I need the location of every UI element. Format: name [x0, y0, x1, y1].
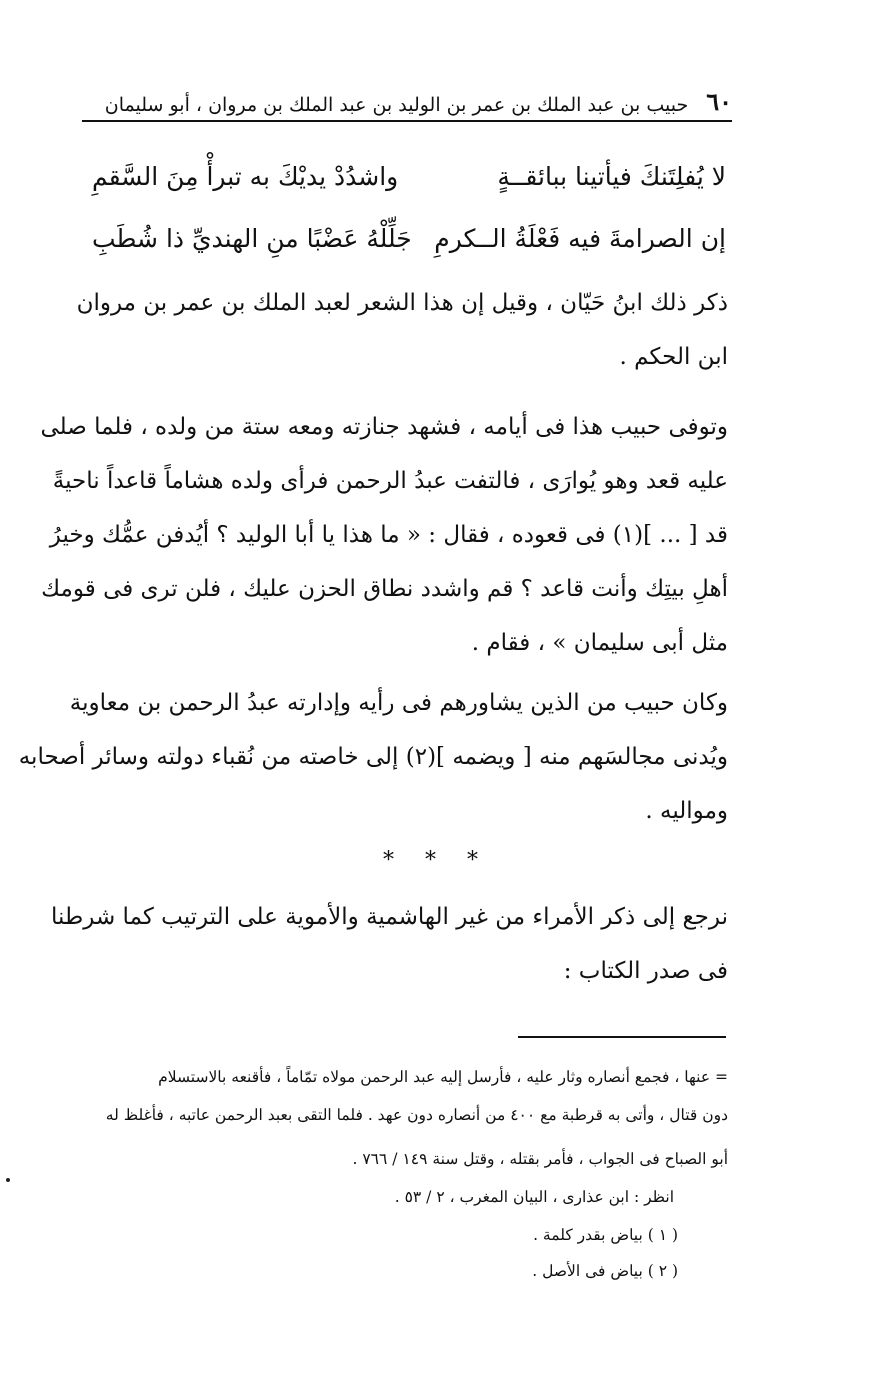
- paragraph: [40, 400, 728, 670]
- text-line: ويُدنى مجالسَهم منه [ ويضمه ](٢) إلى خاصته من نُقباء دولته وسائر أصحابه: [18, 744, 728, 770]
- verse-first-hemistich: لا يُفلِتَنكَ فيأتينا ببائقــةٍ: [497, 162, 726, 191]
- paragraph: [72, 276, 728, 384]
- text-line: ذكر ذلك ابنُ حَيّان ، وقيل إن هذا الشعر لعبد الملك بن عمر بن مروان: [76, 290, 728, 316]
- verse-first-hemistich: إن الصرامةَ فيه فَعْلَةُ الــكرمِ: [434, 224, 726, 253]
- page-number: ٦٠: [706, 87, 732, 116]
- footnote-line: انظر : ابن عذارى ، البيان المغرب ، ٢ / ٥٣ .: [394, 1188, 674, 1206]
- text-line: فى صدر الكتاب :: [563, 958, 728, 984]
- section-separator: * * *: [383, 848, 490, 873]
- text-line: نرجع إلى ذكر الأمراء من غير الهاشمية والأموية على الترتيب كما شرطنا: [51, 904, 728, 930]
- text-line: وكان حبيب من الذين يشاورهم فى رأيه وإدارته عبدُ الرحمن بن معاوية: [69, 690, 728, 716]
- footnote-line: = عنها ، فجمع أنصاره وثار عليه ، فأرسل إليه عبد الرحمن مولاه تمّاماً ، فأقنعه بالاستسلام: [158, 1068, 728, 1086]
- page-header: [82, 86, 732, 122]
- text-line: قد [ ... ](١) فى قعوده ، فقال : « ما هذا يا أبا الوليد ؟ أيُدفن عمُّك وخيرُ: [49, 522, 728, 548]
- text-line: أهلِ بيتِك وأنت قاعد ؟ قم واشدد نطاق الحزن عليك ، فلن ترى فى قومك: [41, 576, 728, 602]
- verse-line: [92, 162, 726, 191]
- text-line: عليه قعد وهو يُوارَى ، فالتفت عبدُ الرحمن فرأى ولده هشاماً قاعداً ناحيةً: [52, 468, 728, 494]
- verse-line: [92, 224, 726, 253]
- margin-mark: [6, 1178, 10, 1182]
- footnote-divider: [518, 1036, 726, 1038]
- verse-second-hemistich: واشدُدْ يديْكَ به تبرأْ مِنَ السَّقمِ: [92, 162, 399, 191]
- running-head: حبيب بن عبد الملك بن عمر بن الوليد بن عبد الملك بن مروان ، أبو سليمان: [104, 94, 689, 116]
- paragraph: [18, 676, 728, 838]
- text-line: وتوفى حبيب هذا فى أيامه ، فشهد جنازته ومعه ستة من ولده ، فلما صلى: [40, 414, 728, 440]
- verse-second-hemistich: جَلِّلْهُ عَضْبًا منِ الهنديِّ ذا شُطَبِ: [92, 224, 412, 253]
- text-line: ومواليه .: [645, 798, 728, 824]
- footnote-line: ( ١ ) بياض بقدر كلمة .: [533, 1226, 678, 1244]
- footnote-line: دون قتال ، وأتى به قرطبة مع ٤٠٠ من أنصاره دون عهد . فلما التقى بعبد الرحمن عاتبه ، فأغلظ له: [105, 1106, 728, 1124]
- footnote-line: ( ٢ ) بياض فى الأصل .: [532, 1262, 678, 1280]
- text-line: ابن الحكم .: [619, 344, 728, 370]
- text-line: مثل أبى سليمان » ، فقام .: [471, 630, 728, 656]
- footnote-line: أبو الصباح فى الجواب ، فأمر بقتله ، وقتل سنة ١٤٩ / ٧٦٦ .: [352, 1150, 728, 1168]
- paragraph: [51, 890, 728, 998]
